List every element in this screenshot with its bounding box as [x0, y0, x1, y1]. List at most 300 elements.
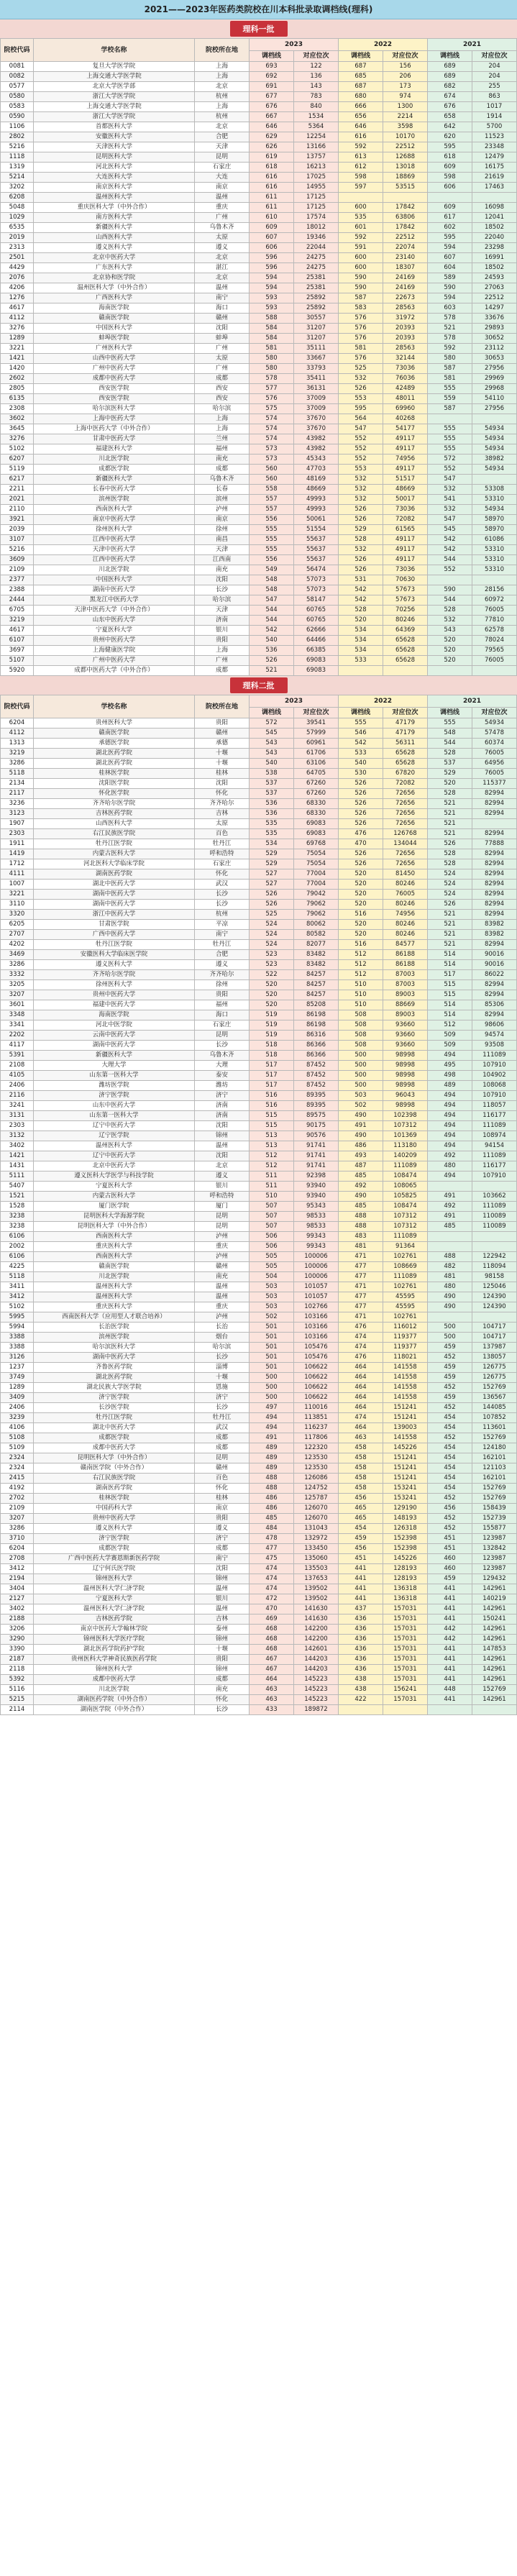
cell-rank-2021: 29969	[472, 374, 517, 384]
cell-code: 2076	[1, 273, 34, 283]
cell-code: 2019	[1, 233, 34, 243]
table-row	[1, 92, 517, 102]
cell-score-2022: 476	[339, 1353, 383, 1363]
cell-score-2023: 511	[250, 1171, 294, 1182]
table-row	[1, 1252, 517, 1262]
table-row	[1, 1282, 517, 1292]
cell-score-2021: 452	[428, 1514, 472, 1524]
cell-score-2023: 488	[250, 1484, 294, 1494]
cell-score-2022: 598	[339, 173, 383, 183]
cell-rank-2023: 79062	[294, 900, 339, 910]
cell-code: 3219	[1, 616, 34, 626]
cell-school-name: 西南医科大学（应用型人才联合培养）	[34, 1312, 195, 1323]
cell-score-2022: 483	[339, 1232, 383, 1242]
cell-score-2023: 519	[250, 1020, 294, 1031]
cell-score-2023: 524	[250, 930, 294, 940]
cell-score-2021: 674	[428, 92, 472, 102]
table-row	[1, 324, 517, 334]
cell-score-2023: 609	[250, 223, 294, 233]
cell-school-name: 北京协和医学院	[34, 273, 195, 283]
cell-score-2023: 485	[250, 1514, 294, 1524]
cell-rank-2023: 99343	[294, 1232, 339, 1242]
cell-score-2022: 512	[339, 950, 383, 960]
cell-rank-2022	[383, 193, 428, 203]
cell-score-2022: 512	[339, 960, 383, 970]
cell-rank-2021: 82994	[472, 809, 517, 819]
cell-code: 5920	[1, 666, 34, 676]
cell-location: 牡丹江	[195, 839, 250, 849]
cell-rank-2021: 118057	[472, 1101, 517, 1111]
cell-rank-2022: 136318	[383, 1584, 428, 1594]
table-row	[1, 1675, 517, 1685]
cell-score-2021: 547	[428, 515, 472, 525]
cell-location: 大理	[195, 1061, 250, 1071]
cell-rank-2023: 17125	[294, 193, 339, 203]
cell-code: 3236	[1, 799, 34, 809]
cell-school-name: 湖北民族大学医学院	[34, 1383, 195, 1393]
cell-location: 广州	[195, 364, 250, 374]
cell-code: 3286	[1, 1524, 34, 1534]
cell-score-2023: 467	[250, 1655, 294, 1665]
cell-location: 贵阳	[195, 1655, 250, 1665]
cell-location: 吉林	[195, 809, 250, 819]
cell-score-2021: 587	[428, 364, 472, 374]
cell-rank-2021: 64956	[472, 759, 517, 769]
table-row	[1, 1111, 517, 1121]
cell-score-2023: 507	[250, 1202, 294, 1212]
cell-score-2023: 555	[250, 535, 294, 545]
cell-location: 北京	[195, 1161, 250, 1171]
cell-score-2021: 500	[428, 1323, 472, 1333]
cell-score-2023: 536	[250, 646, 294, 656]
cell-rank-2022: 152398	[383, 1534, 428, 1544]
cell-rank-2023: 189872	[294, 1705, 339, 1715]
cell-score-2023: 474	[250, 1574, 294, 1584]
table-row	[1, 1302, 517, 1312]
cell-rank-2022: 129190	[383, 1504, 428, 1514]
cell-location: 赣州	[195, 1262, 250, 1272]
cell-code: 1421	[1, 354, 34, 364]
cell-location: 太原	[195, 819, 250, 829]
cell-code: 3221	[1, 890, 34, 900]
cell-score-2023: 596	[250, 253, 294, 263]
cell-school-name: 天津中医药大学	[34, 545, 195, 555]
cell-rank-2021: 17463	[472, 183, 517, 193]
table-row	[1, 1544, 517, 1554]
cell-rank-2021: 22040	[472, 233, 517, 243]
cell-school-name: 上海交通大学医学院	[34, 72, 195, 82]
cell-school-name: 成都医学院	[34, 465, 195, 475]
cell-rank-2022: 57673	[383, 595, 428, 606]
cell-school-name: 江西中医药大学	[34, 535, 195, 545]
cell-rank-2023: 100006	[294, 1262, 339, 1272]
cell-score-2022: 500	[339, 1061, 383, 1071]
cell-score-2023: 524	[250, 920, 294, 930]
cell-school-name: 广西医科大学	[34, 293, 195, 303]
cell-score-2022: 552	[339, 444, 383, 455]
cell-score-2021: 454	[428, 1463, 472, 1474]
cell-code: 3131	[1, 1111, 34, 1121]
table-row	[1, 1433, 517, 1443]
cell-score-2021: 548	[428, 729, 472, 739]
cell-code: 2406	[1, 1403, 34, 1413]
cell-code: 0082	[1, 72, 34, 82]
cell-score-2021: 514	[428, 960, 472, 970]
cell-location: 广州	[195, 656, 250, 666]
cell-score-2023: 506	[250, 1232, 294, 1242]
cell-rank-2023: 83482	[294, 950, 339, 960]
cell-score-2022: 547	[339, 424, 383, 434]
cell-score-2022: 422	[339, 1695, 383, 1705]
cell-rank-2022: 80246	[383, 900, 428, 910]
cell-score-2022: 474	[339, 1333, 383, 1343]
cell-score-2023: 560	[250, 475, 294, 485]
cell-score-2021: 441	[428, 1695, 472, 1705]
cell-rank-2022: 157031	[383, 1655, 428, 1665]
cell-rank-2023: 75054	[294, 849, 339, 859]
cell-location: 齐齐哈尔	[195, 799, 250, 809]
cell-rank-2023: 113851	[294, 1413, 339, 1423]
cell-score-2023: 549	[250, 565, 294, 575]
cell-rank-2021	[472, 193, 517, 203]
cell-school-name: 成都中医药大学	[34, 1443, 195, 1453]
cell-score-2021: 494	[428, 1051, 472, 1061]
cell-score-2021: 520	[428, 636, 472, 646]
cell-rank-2022: 96043	[383, 1091, 428, 1101]
cell-rank-2023: 84257	[294, 980, 339, 990]
cell-rank-2021	[472, 414, 517, 424]
cell-score-2023: 593	[250, 293, 294, 303]
cell-rank-2023: 17025	[294, 173, 339, 183]
cell-code: 3286	[1, 759, 34, 769]
cell-location: 湛江	[195, 263, 250, 273]
cell-rank-2023: 25381	[294, 283, 339, 293]
table-row	[1, 374, 517, 384]
table-row	[1, 859, 517, 869]
cell-score-2023: 501	[250, 1333, 294, 1343]
cell-code: 3697	[1, 646, 34, 656]
cell-school-name: 中国医科大学	[34, 575, 195, 585]
cell-rank-2023: 39541	[294, 718, 339, 729]
cell-rank-2022: 31972	[383, 314, 428, 324]
cell-score-2023: 556	[250, 555, 294, 565]
cell-rank-2022: 49117	[383, 465, 428, 475]
cell-rank-2023: 93940	[294, 1192, 339, 1202]
cell-location: 遵义	[195, 243, 250, 253]
cell-rank-2022: 151241	[383, 1453, 428, 1463]
cell-rank-2022: 17842	[383, 223, 428, 233]
cell-score-2023: 512	[250, 1161, 294, 1171]
cell-location: 遵义	[195, 960, 250, 970]
cell-score-2022: 592	[339, 233, 383, 243]
cell-rank-2021: 58970	[472, 515, 517, 525]
cell-code: 2114	[1, 1705, 34, 1715]
cell-score-2021: 544	[428, 739, 472, 749]
cell-rank-2023: 91741	[294, 1161, 339, 1171]
cell-rank-2021: 108974	[472, 1131, 517, 1141]
cell-score-2022: 512	[339, 970, 383, 980]
cell-location: 昆明	[195, 1031, 250, 1041]
cell-score-2021: 480	[428, 1161, 472, 1171]
cell-location: 怀化	[195, 1484, 250, 1494]
cell-rank-2022: 1300	[383, 102, 428, 112]
cell-code: 5102	[1, 444, 34, 455]
table-row	[1, 1353, 517, 1363]
cell-score-2022: 600	[339, 203, 383, 213]
cell-score-2023: 667	[250, 112, 294, 122]
cell-code: 5214	[1, 173, 34, 183]
cell-rank-2021: 24593	[472, 273, 517, 283]
cell-code: 2110	[1, 505, 34, 515]
cell-score-2023: 501	[250, 1323, 294, 1333]
cell-code: 2211	[1, 485, 34, 495]
cell-rank-2021: 82994	[472, 789, 517, 799]
cell-location: 天津	[195, 606, 250, 616]
cell-rank-2023: 106622	[294, 1393, 339, 1403]
cell-location: 南宁	[195, 930, 250, 940]
cell-rank-2022: 50017	[383, 495, 428, 505]
cell-score-2021: 452	[428, 1494, 472, 1504]
cell-location: 贵阳	[195, 990, 250, 1000]
cell-school-name: 湖北医药学院药护学院	[34, 1645, 195, 1655]
cell-score-2023: 536	[250, 799, 294, 809]
cell-location: 长沙	[195, 585, 250, 595]
table-row	[1, 1524, 517, 1534]
cell-rank-2023: 86198	[294, 1010, 339, 1020]
cell-score-2022: 464	[339, 1373, 383, 1383]
cell-rank-2021: 111089	[472, 1051, 517, 1061]
cell-rank-2023: 87452	[294, 1081, 339, 1091]
cell-rank-2021: 82994	[472, 880, 517, 890]
cell-code: 3710	[1, 1534, 34, 1544]
cell-score-2022: 576	[339, 314, 383, 324]
table-row	[1, 1645, 517, 1655]
table-row	[1, 606, 517, 616]
cell-score-2021: 490	[428, 1302, 472, 1312]
cell-score-2021: 451	[428, 1534, 472, 1544]
cell-school-name: 山东第一医科大学	[34, 1111, 195, 1121]
section-label: 理科一批	[230, 21, 288, 37]
cell-code: 5116	[1, 1685, 34, 1695]
table-row	[1, 142, 517, 152]
cell-score-2023: 517	[250, 1071, 294, 1081]
cell-school-name: 济宁医学院	[34, 1534, 195, 1544]
cell-score-2021: 521	[428, 930, 472, 940]
cell-rank-2021: 142961	[472, 1665, 517, 1675]
cell-rank-2022: 74956	[383, 910, 428, 920]
cell-score-2021: 682	[428, 82, 472, 92]
cell-score-2021: 481	[428, 1272, 472, 1282]
cell-location: 福州	[195, 444, 250, 455]
cell-rank-2021: 147853	[472, 1645, 517, 1655]
cell-rank-2022: 72656	[383, 789, 428, 799]
table-row	[1, 475, 517, 485]
cell-location: 昆明	[195, 1222, 250, 1232]
cell-code: 0577	[1, 82, 34, 92]
cell-score-2021: 452	[428, 1383, 472, 1393]
cell-score-2022: 528	[339, 606, 383, 616]
cell-location: 杭州	[195, 92, 250, 102]
cell-rank-2023: 48169	[294, 475, 339, 485]
cell-rank-2023: 123530	[294, 1463, 339, 1474]
table-row	[1, 1635, 517, 1645]
header-year: 2023	[250, 39, 339, 51]
cell-school-name: 新疆医科大学	[34, 475, 195, 485]
cell-rank-2023: 100006	[294, 1252, 339, 1262]
cell-school-name: 温州医科大学	[34, 1282, 195, 1292]
cell-school-name: 首都医科大学	[34, 122, 195, 132]
cell-school-name: 海南医学院	[34, 1010, 195, 1020]
cell-rank-2021: 16175	[472, 163, 517, 173]
cell-rank-2022: 89003	[383, 990, 428, 1000]
cell-rank-2023: 783	[294, 92, 339, 102]
cell-rank-2022: 102761	[383, 1312, 428, 1323]
cell-location: 哈尔滨	[195, 404, 250, 414]
table-row	[1, 1071, 517, 1081]
cell-code: 5215	[1, 1695, 34, 1705]
cell-code: 1313	[1, 739, 34, 749]
cell-score-2021: 442	[428, 1635, 472, 1645]
cell-location: 海口	[195, 303, 250, 314]
cell-rank-2023: 840	[294, 102, 339, 112]
cell-rank-2023: 69083	[294, 656, 339, 666]
cell-rank-2023: 37670	[294, 414, 339, 424]
cell-school-name: 川北医学院	[34, 1272, 195, 1282]
cell-score-2023: 512	[250, 1151, 294, 1161]
cell-school-name: 成都中医药大学（中外合作）	[34, 666, 195, 676]
cell-rank-2023: 85208	[294, 1000, 339, 1010]
cell-rank-2021: 60374	[472, 739, 517, 749]
cell-rank-2022: 73036	[383, 565, 428, 575]
cell-code: 2039	[1, 525, 34, 535]
cell-rank-2023: 93940	[294, 1182, 339, 1192]
cell-rank-2022: 113180	[383, 1141, 428, 1151]
cell-score-2022: 471	[339, 1282, 383, 1292]
cell-location: 淄博	[195, 1363, 250, 1373]
cell-school-name: 蚌埠医学院	[34, 334, 195, 344]
cell-rank-2023: 106622	[294, 1363, 339, 1373]
cell-rank-2022: 93660	[383, 1041, 428, 1051]
cell-code: 2127	[1, 1594, 34, 1604]
cell-score-2021: 532	[428, 505, 472, 515]
cell-rank-2022: 157031	[383, 1675, 428, 1685]
cell-rank-2023: 69768	[294, 839, 339, 849]
cell-score-2021: 559	[428, 394, 472, 404]
cell-code: 3609	[1, 555, 34, 565]
table-row	[1, 233, 517, 243]
cell-score-2021: 521	[428, 324, 472, 334]
cell-score-2023: 470	[250, 1604, 294, 1614]
cell-rank-2021: 123987	[472, 1564, 517, 1574]
cell-code: 6535	[1, 223, 34, 233]
table-row	[1, 535, 517, 545]
cell-score-2021: 529	[428, 769, 472, 779]
header-score: 调档线	[250, 51, 294, 62]
cell-rank-2022: 80246	[383, 880, 428, 890]
cell-rank-2023: 69083	[294, 666, 339, 676]
cell-code: 3126	[1, 1353, 34, 1363]
cell-rank-2023: 86198	[294, 1020, 339, 1031]
cell-rank-2021: 94574	[472, 1031, 517, 1041]
cell-rank-2022: 173	[383, 82, 428, 92]
cell-school-name: 锦州医科大学医疗学院	[34, 1635, 195, 1645]
cell-location: 齐齐哈尔	[195, 970, 250, 980]
cell-code: 3645	[1, 424, 34, 434]
cell-score-2022: 576	[339, 334, 383, 344]
cell-location: 南充	[195, 455, 250, 465]
cell-rank-2022: 10170	[383, 132, 428, 142]
cell-score-2023: 477	[250, 1544, 294, 1554]
cell-score-2021: 598	[428, 173, 472, 183]
cell-rank-2021: 82994	[472, 869, 517, 880]
cell-rank-2023: 103166	[294, 1323, 339, 1333]
cell-location: 天津	[195, 142, 250, 152]
cell-code: 2802	[1, 132, 34, 142]
cell-rank-2023: 91741	[294, 1151, 339, 1161]
cell-rank-2022: 93660	[383, 1031, 428, 1041]
cell-school-name: 川北医学院	[34, 455, 195, 465]
cell-rank-2023: 144203	[294, 1665, 339, 1675]
table-row	[1, 1363, 517, 1373]
cell-location: 锦州	[195, 1635, 250, 1645]
table-row	[1, 1574, 517, 1584]
cell-score-2022: 528	[339, 535, 383, 545]
cell-score-2021: 494	[428, 1111, 472, 1121]
cell-score-2022: 437	[339, 1604, 383, 1614]
cell-score-2021: 490	[428, 1292, 472, 1302]
section-header	[0, 676, 517, 695]
cell-score-2023: 510	[250, 1192, 294, 1202]
table-row	[1, 920, 517, 930]
table-row	[1, 1161, 517, 1171]
cell-school-name: 桂林医学院	[34, 1494, 195, 1504]
cell-school-name: 赣南医学院	[34, 1262, 195, 1272]
table-row	[1, 1474, 517, 1484]
cell-rank-2023: 55637	[294, 555, 339, 565]
cell-school-name: 山西医科大学	[34, 819, 195, 829]
cell-score-2022: 532	[339, 545, 383, 555]
cell-location: 济南	[195, 616, 250, 626]
cell-code: 5994	[1, 1323, 34, 1333]
cell-rank-2021: 121103	[472, 1463, 517, 1474]
cell-code: 5391	[1, 1051, 34, 1061]
cell-location: 锦州	[195, 1131, 250, 1141]
cell-location: 怀化	[195, 869, 250, 880]
cell-score-2022: 532	[339, 475, 383, 485]
cell-score-2023: 543	[250, 749, 294, 759]
cell-score-2021	[428, 1312, 472, 1323]
cell-score-2023: 517	[250, 1081, 294, 1091]
cell-rank-2021: 98158	[472, 1272, 517, 1282]
cell-rank-2023: 69083	[294, 829, 339, 839]
cell-score-2023: 463	[250, 1695, 294, 1705]
table-row	[1, 910, 517, 920]
cell-location: 蚌埠	[195, 334, 250, 344]
table-row	[1, 1333, 517, 1343]
cell-code: 5118	[1, 769, 34, 779]
cell-score-2023: 676	[250, 102, 294, 112]
cell-code: 6208	[1, 193, 34, 203]
cell-rank-2023: 86366	[294, 1051, 339, 1061]
cell-rank-2023: 60765	[294, 606, 339, 616]
cell-location: 广州	[195, 213, 250, 223]
cell-rank-2022: 156	[383, 62, 428, 72]
cell-code: 2109	[1, 1504, 34, 1514]
cell-school-name: 齐鲁医药学院	[34, 1363, 195, 1373]
cell-score-2021: 441	[428, 1604, 472, 1614]
table-row	[1, 495, 517, 505]
cell-score-2023: 507	[250, 1212, 294, 1222]
